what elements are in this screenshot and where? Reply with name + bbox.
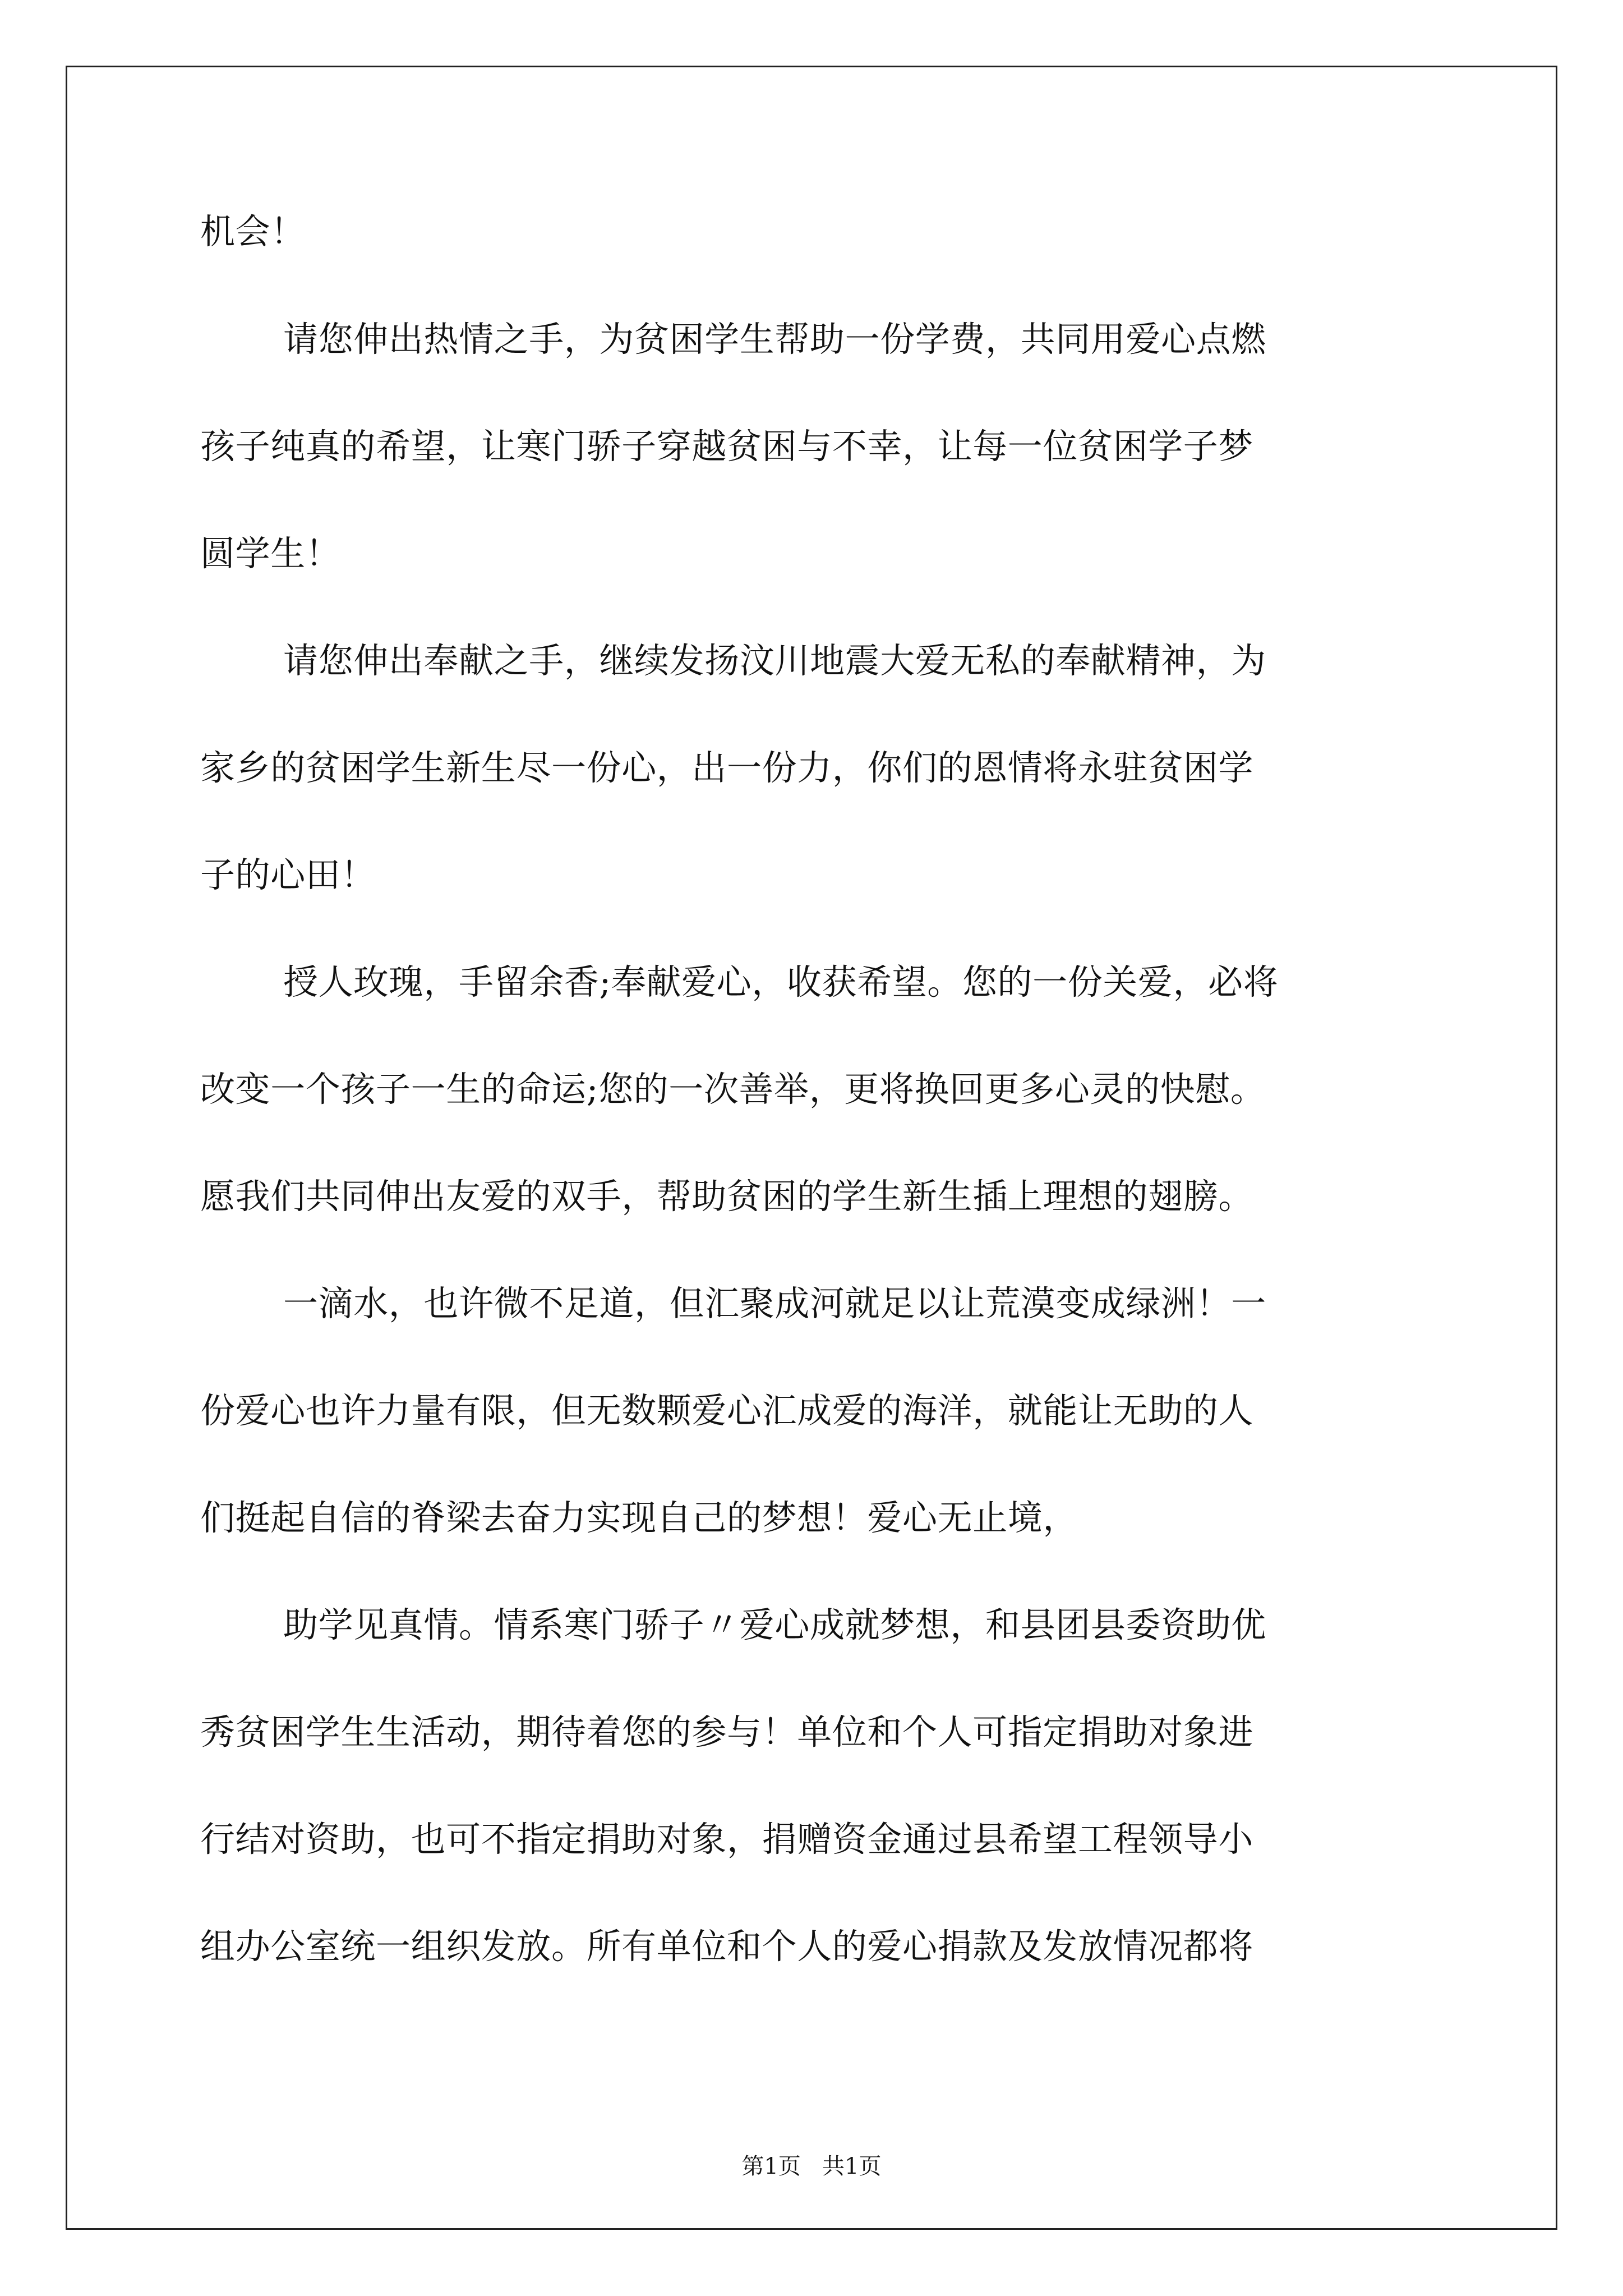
text-line: 家乡的贫困学生新生尽一份心，出一份力，你们的恩情将永驻贫困学: [200, 747, 1254, 788]
text-line: 子的心田！: [200, 854, 376, 895]
text-line: 份爱心也许力量有限，但无数颗爱心汇成爱的海洋，就能让无助的人: [200, 1390, 1254, 1431]
page-footer: [0, 2155, 1623, 2178]
text-line: 改变一个孩子一生的命运;您的一次善举，更将换回更多心灵的快慰。: [200, 1069, 1266, 1110]
page-number: 第1页 共1页: [741, 2154, 882, 2179]
text-line: 孩子纯真的希望，让寒门骄子穿越贫困与不幸，让每一位贫困学子梦: [200, 426, 1254, 467]
paragraph-first-line: 请您伸出奉献之手，继续发扬汶川地震大爱无私的奉献精神，为: [283, 640, 1266, 681]
paragraph-first-line: 请您伸出热情之手，为贫困学生帮助一份学费，共同用爱心点燃: [283, 319, 1266, 360]
paragraph-first-line: 一滴水，也许微不足道，但汇聚成河就足以让荒漠变成绿洲！一: [283, 1283, 1266, 1324]
paragraph-first-line: 授人玫瑰，手留余香;奉献爱心，收获希望。您的一份关爱，必将: [283, 961, 1279, 1002]
text-line: 组办公室统一组织发放。所有单位和个人的爱心捐款及发放情况都将: [200, 1926, 1254, 1967]
text-line: 秀贫困学生生活动，期待着您的参与！单位和个人可指定捐助对象进: [200, 1711, 1254, 1752]
page-border: [66, 66, 1557, 2230]
text-line: 们挺起自信的脊梁去奋力实现自己的梦想！爱心无止境，: [200, 1497, 1078, 1538]
text-line: 机会！: [200, 211, 306, 252]
text-line: 行结对资助，也可不指定捐助对象，捐赠资金通过县希望工程领导小: [200, 1819, 1254, 1860]
text-line: 愿我们共同伸出友爱的双手，帮助贫困的学生新生插上理想的翅膀。: [200, 1176, 1254, 1217]
paragraph-first-line: 助学见真情。情系寒门骄子〃爱心成就梦想，和县团县委资助优: [283, 1604, 1266, 1645]
text-line: 圆学生！: [200, 533, 341, 574]
